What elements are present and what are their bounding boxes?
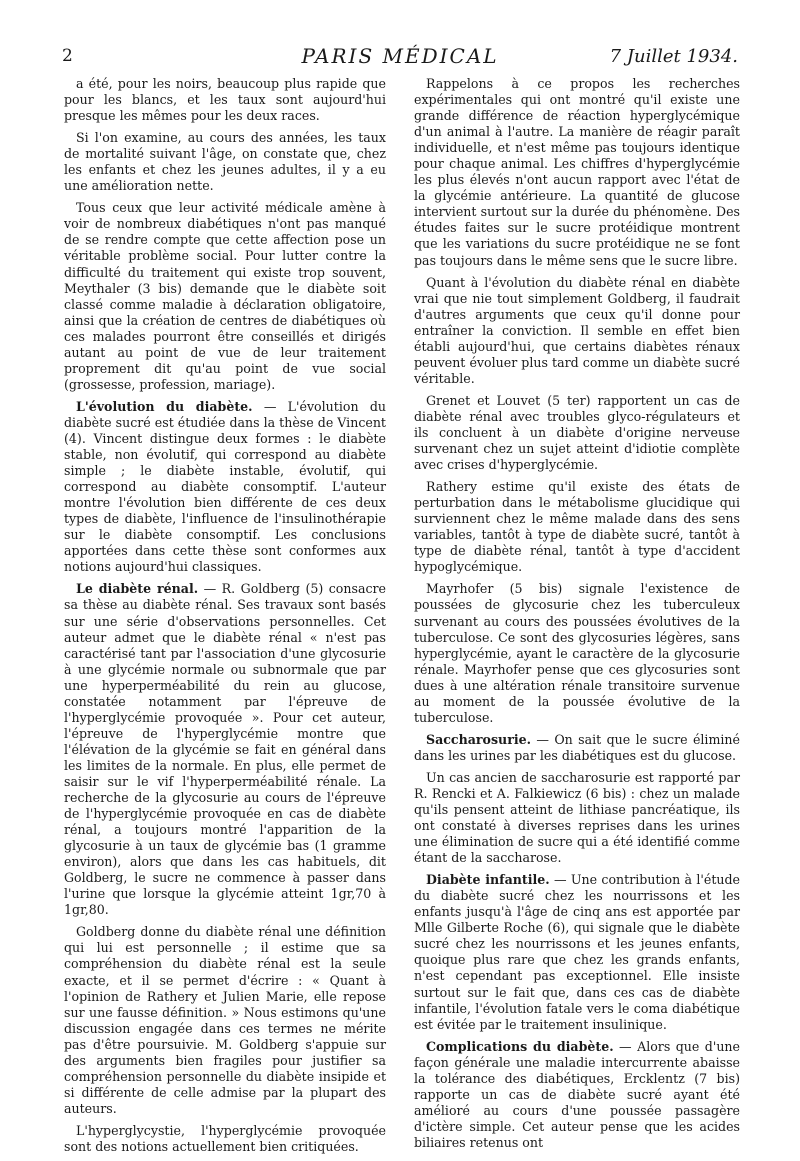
- paragraph-text: Si l'on examine, au cours des années, les taux de mortalité suivant l'âge, on constate que, chez les enfants et chez les jeunes adultes, il y a eu une amélioration nette.: [64, 130, 386, 194]
- paragraph: [64, 924, 386, 1117]
- paragraph: [414, 872, 740, 1032]
- left-column: [64, 76, 386, 1161]
- paragraph-text: Goldberg donne du diabète rénal une définition qui lui est personnelle ; il estime que sa compréhension du diabète rénal est la seule exacte, et il se permet d'écrire : « Quant à l'opinion de Rathery et Julien Marie, elle repose sur une fausse définition. » Nous estimons qu'une discussion engagée dans ces termes ne mérite pas d'être poursuivie. M. Goldberg s'appuie sur des arguments bien fragiles pour justifier sa compréhension personnelle du diabète insipide et si différente de celle admise par la plupart des auteurs.: [64, 924, 386, 1116]
- paragraph-text: — Une contribution à l'étude du diabète sucré chez les nourrissons et les enfants jusqu'à l'âge de cinq ans est apportée par Mlle Gilberte Roche (6), qui signale que le diabète sucré chez les nourrissons et les jeunes enfants, quoique plus rare que chez les grands enfants, n'est cependant pas exceptionnel. Elle insiste surtout sur le fait que, dans ces cas de diabète infantile, l'évolution fatale vers le coma diabétique est évitée par le traitement insulinique.: [414, 872, 741, 1032]
- paragraph-text: — On sait que le sucre éliminé dans les urines par les diabétiques est du glucose.: [414, 731, 740, 763]
- page-number: 2: [62, 46, 73, 66]
- paragraph: [414, 275, 740, 387]
- issue-date: 7 Juillet 1934.: [609, 46, 738, 67]
- right-column: [414, 76, 740, 1157]
- paragraph-text: Quant à l'évolution du diabète rénal en diabète vrai que nie tout simplement Goldberg, il faudrait d'autres arguments que ceux qu'il donne pour entraîner la conviction. Il semble en effet bien établi aujourd'hui, que certains diabètes rénaux peuvent évoluer plus tard comme un diabète sucré véritable.: [414, 274, 740, 386]
- paragraph-text: Rathery estime qu'il existe des états de perturbation dans le métabolisme glucidique qui surviennent chez le même malade dans des sens variables, tantôt à type de diabète sucré, tantôt à type de diabète rénal, tantôt à type d'accident hypoglycémique.: [414, 479, 740, 575]
- paragraph: [64, 76, 386, 124]
- paragraph: [414, 770, 740, 866]
- paragraph: [64, 399, 386, 576]
- paragraph: [414, 393, 740, 473]
- paragraph: [414, 581, 740, 725]
- section-heading: Le diabète rénal.: [76, 581, 199, 597]
- paragraph: [414, 732, 740, 764]
- paragraph: [64, 200, 386, 393]
- paragraph-text: Un cas ancien de saccharosurie est rapporté par R. Rencki et A. Falkiewicz (6 bis) : chez un malade qu'ils pensent atteint de lithiase pancréatique, ils ont constaté à diverses reprises dans les urines une élimination de sucre qui a été identifié comme étant de la saccharose.: [414, 769, 740, 866]
- paragraph: [64, 130, 386, 194]
- running-header: [62, 44, 738, 74]
- paragraph: [64, 1123, 386, 1155]
- section-heading: L'évolution du diabète.: [76, 398, 253, 414]
- journal-title: PARIS MÉDICAL: [301, 44, 499, 68]
- section-heading: Diabète infantile.: [426, 872, 550, 888]
- paragraph-text: — L'évolution du diabète sucré est étudiée dans la thèse de Vincent (4). Vincent distingue deux formes : le diabète stable, non évolutif, qui correspond au diabète simple ; le diabète instable, évolutif, qui correspond au diabète consomptif. L'auteur montre l'évolution bien différente de ces deux types de diabète, l'influence de l'insulinothérapie sur le diabète consomptif. Les conclusions apportées dans cette thèse sont conformes aux notions aujourd'hui classiques.: [64, 398, 386, 575]
- paragraph-text: Tous ceux que leur activité médicale amène à voir de nombreux diabétiques n'ont pas manqué de se rendre compte que cette affection pose un véritable problème social. Pour lutter contre la difficulté du traitement qui existe trop souvent, Meythaler (3 bis) demande que le diabète soit classé comme maladie à déclaration obligatoire, ainsi que la création de centres de diabétiques où ces malades pourront être conseillés et dirigés autant au point de vue de leur traitement proprement dit qu'au point de vue social (grossesse, profession, mariage).: [64, 200, 386, 392]
- paragraph-text: — R. Goldberg (5) consacre sa thèse au diabète rénal. Ses travaux sont basés sur une série d'observations personnelles. Cet auteur admet que le diabète rénal « n'est pas caractérisé tant par l'association d'une glycosurie à une glycémie normale ou subnormale que par une hyperperméabilité du rein au glucose, constatée notamment par l'épreuve de l'hyperglycémie provoquée ». Pour cet auteur, l'épreuve de l'hyperglycémie montre que l'élévation de la glycémie se fait en général dans les limites de la normale. En plus, elle permet de saisir sur le vif l'hyperperméabilité rénale. La recherche de la glycosurie au cours de l'épreuve de l'hyperglycémie provoquée en cas de diabète rénal, a toujours montré l'apparition de la glycosurie à un taux de glycémie bas (1 gramme environ), alors que dans les cas habituels, dit Goldberg, le sucre ne commence à passer dans l'urine que lorsque la glycémie atteint 1gr,70 à 1gr,80.: [64, 581, 386, 918]
- paragraph: [414, 76, 740, 269]
- section-heading: Complications du diabète.: [426, 1038, 614, 1054]
- paragraph-text: Grenet et Louvet (5 ter) rapportent un cas de diabète rénal avec troubles glyco-régulateurs et ils concluent à un diabète d'origine nerveuse survenant chez un sujet atteint d'idiotie complète avec crises d'hyperglycémie.: [414, 392, 740, 473]
- paragraph-text: Mayrhofer (5 bis) signale l'existence de poussées de glycosurie chez les tuberculeux survenant au cours des poussées évolutives de la tuberculose. Ce sont des glycosuries légères, sans hyperglycémie, ayant le caractère de la glycosurie rénale. Mayrhofer pense que ces glycosuries sont dues à une altération rénale transitoire survenue au moment de la poussée évolutive de la tuberculose.: [414, 581, 740, 725]
- paragraph: [414, 1039, 740, 1151]
- paragraph: [414, 479, 740, 575]
- paragraph: [64, 581, 386, 918]
- paragraph-text: — Alors que d'une façon générale une maladie intercurrente abaisse la tolérance des diabétiques, Ercklentz (7 bis) rapporte un cas de diabète sucré ayant été amélioré au cours d'une poussée passagère d'ictère simple. Cet auteur pense que les acides biliaires retenus ont: [414, 1038, 740, 1150]
- paragraph-text: Rappelons à ce propos les recherches expérimentales qui ont montré qu'il existe une grande différence de réaction hyperglycémique d'un animal à l'autre. La manière de réagir paraît individuelle, et n'est même pas toujours identique pour chaque animal. Les chiffres d'hyperglycémie les plus élevés n'ont aucun rapport avec l'état de la glycémie antérieure. La quantité de glucose intervient surtout sur la durée du phénomène. Des études faites sur le sucre protéidique montrent que les variations du sucre protéidique ne se font pas toujours dans le même sens que le sucre libre.: [414, 76, 740, 268]
- paragraph-text: L'hyperglycystie, l'hyperglycémie provoquée sont des notions actuellement bien critiquées.: [64, 1122, 386, 1154]
- paragraph-text: a été, pour les noirs, beaucoup plus rapide que pour les blancs, et les taux sont aujourd'hui presque les mêmes pour les deux races.: [64, 76, 386, 124]
- section-heading: Saccharosurie.: [426, 731, 532, 747]
